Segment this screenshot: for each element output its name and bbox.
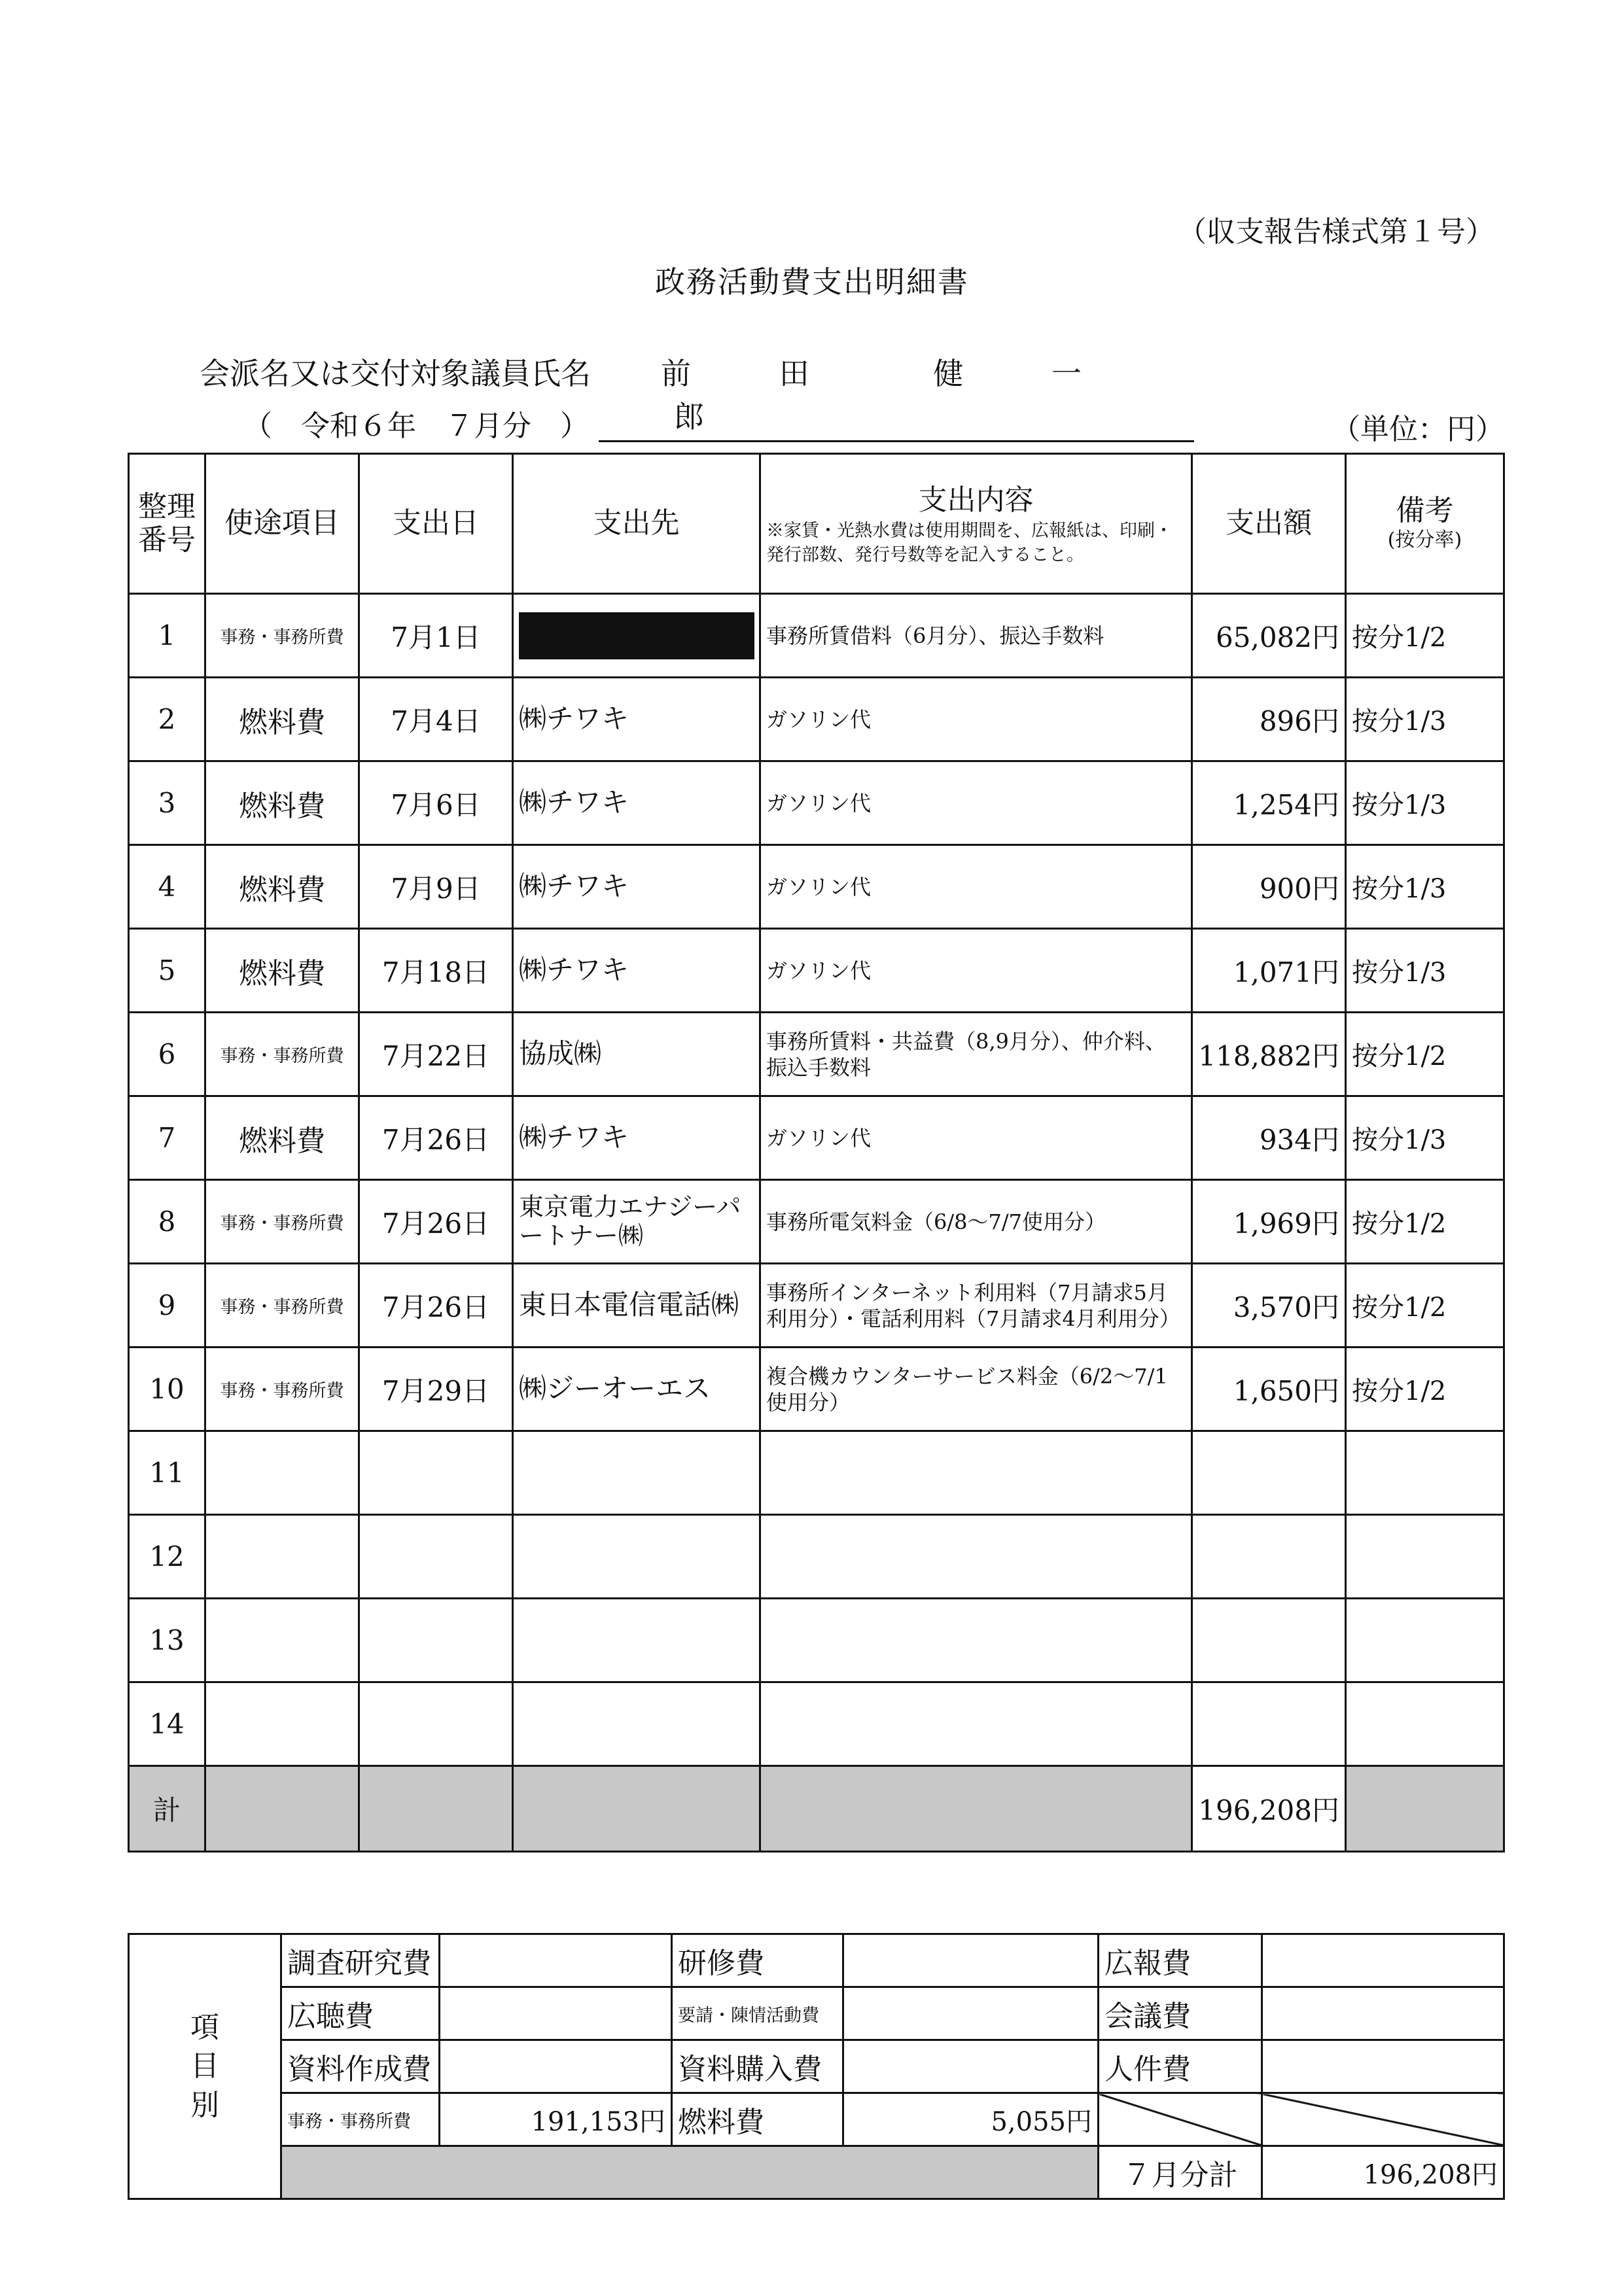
row-number: 13 <box>129 1599 205 1682</box>
row-date: 7月29日 <box>359 1348 513 1431</box>
row-content <box>760 1682 1192 1766</box>
row-content: ガソリン代 <box>760 678 1192 761</box>
row-payee <box>513 1431 760 1515</box>
summary-pr-label: 広報費 <box>1099 1934 1262 1987</box>
total-blank <box>513 1766 760 1852</box>
row-remarks: 按分1/3 <box>1346 761 1504 845</box>
total-blank <box>205 1766 359 1852</box>
unit-label: （単位：円） <box>1332 413 1504 446</box>
row-number: 7 <box>129 1096 205 1180</box>
row-number: 11 <box>129 1431 205 1515</box>
row-remarks <box>1346 1682 1504 1766</box>
table-row <box>129 1264 1504 1348</box>
form-number: （収支報告様式第１号） <box>1178 215 1494 249</box>
table-row <box>129 1013 1504 1096</box>
row-payee: ㈱チワキ <box>513 761 760 845</box>
member-name <box>599 350 1194 442</box>
table-row <box>129 1431 1504 1515</box>
summary-office-value: 191,153円 <box>440 2093 672 2146</box>
total-row <box>129 1766 1504 1852</box>
table-row <box>129 761 1504 845</box>
summary-research-value <box>440 1934 672 1987</box>
row-date <box>359 1431 513 1515</box>
row-number: 12 <box>129 1515 205 1599</box>
row-payee: 東京電力エナジーパートナー㈱ <box>513 1180 760 1264</box>
row-amount: 900円 <box>1192 845 1346 929</box>
summary-meeting-value <box>1262 1987 1504 2040</box>
header-purpose: 使途項目 <box>205 454 359 594</box>
total-blank <box>1346 1766 1504 1852</box>
row-number: 9 <box>129 1264 205 1348</box>
member-name-char: 郎 <box>674 399 704 434</box>
expense-table <box>128 453 1505 1852</box>
row-purpose: 燃料費 <box>205 678 359 761</box>
member-name-char: 前 <box>661 356 691 391</box>
summary-petition-label: 要請・陳情活動費 <box>672 1987 843 2040</box>
row-purpose: 燃料費 <box>205 845 359 929</box>
row-date <box>359 1682 513 1766</box>
row-content: 事務所賃料・共益費（8,9月分）、仲介料、振込手数料 <box>760 1013 1192 1096</box>
header-date: 支出日 <box>359 454 513 594</box>
row-date: 7月26日 <box>359 1096 513 1180</box>
row-amount <box>1192 1599 1346 1682</box>
row-amount: 118,882円 <box>1192 1013 1346 1096</box>
summary-label <box>129 1934 281 2199</box>
summary-materials-making-value <box>440 2040 672 2093</box>
row-number: 3 <box>129 761 205 845</box>
header-remarks-label: 備考 <box>1396 494 1454 528</box>
summary-label-char: 目 <box>190 2049 219 2083</box>
row-content: ガソリン代 <box>760 845 1192 929</box>
summary-row <box>129 1934 1504 1987</box>
summary-petition-value <box>843 1987 1099 2040</box>
table-row <box>129 594 1504 678</box>
row-remarks: 按分1/2 <box>1346 1180 1504 1264</box>
row-remarks: 按分1/2 <box>1346 594 1504 678</box>
row-amount: 1,254円 <box>1192 761 1346 845</box>
row-purpose: 燃料費 <box>205 1096 359 1180</box>
redaction-block <box>519 612 754 659</box>
row-amount <box>1192 1682 1346 1766</box>
summary-materials-making-label: 資料作成費 <box>281 2040 440 2093</box>
row-content <box>760 1431 1192 1515</box>
table-row <box>129 929 1504 1013</box>
summary-training-value <box>843 1934 1099 1987</box>
row-date: 7月6日 <box>359 761 513 845</box>
member-name-char: 田 <box>779 356 809 391</box>
header-number-line1: 整理 <box>138 489 196 523</box>
total-amount: 196,208円 <box>1192 1766 1346 1852</box>
row-content <box>760 1599 1192 1682</box>
row-purpose: 事務・事務所費 <box>205 594 359 678</box>
row-content: 複合機カウンターサービス料金（6/2～7/1使用分） <box>760 1348 1192 1431</box>
row-content: 事務所賃借料（6月分）、振込手数料 <box>760 594 1192 678</box>
row-amount: 1,650円 <box>1192 1348 1346 1431</box>
summary-hearing-value <box>440 1987 672 2040</box>
header-number-line2: 番号 <box>138 523 196 557</box>
row-purpose: 事務・事務所費 <box>205 1348 359 1431</box>
table-row <box>129 845 1504 929</box>
summary-pr-value <box>1262 1934 1504 1987</box>
member-label: 会派名又は交付対象議員氏名 <box>200 356 591 391</box>
row-number: 5 <box>129 929 205 1013</box>
row-content: ガソリン代 <box>760 929 1192 1013</box>
table-row <box>129 1599 1504 1682</box>
header-content-label: 支出内容 <box>918 483 1034 517</box>
summary-personnel-value <box>1262 2040 1504 2093</box>
row-remarks <box>1346 1599 1504 1682</box>
summary-month-total-value: 196,208円 <box>1262 2146 1504 2199</box>
row-amount: 3,570円 <box>1192 1264 1346 1348</box>
summary-shaded-area <box>281 2146 1099 2199</box>
total-label: 計 <box>129 1766 205 1852</box>
row-payee <box>513 1599 760 1682</box>
row-number: 6 <box>129 1013 205 1096</box>
member-name-char: 一 <box>1051 356 1082 391</box>
summary-empty-slash <box>1099 2093 1262 2146</box>
row-content: ガソリン代 <box>760 761 1192 845</box>
row-remarks: 按分1/2 <box>1346 1264 1504 1348</box>
row-number: 4 <box>129 845 205 929</box>
reporting-period: （ 令和６年 ７月分 ） <box>243 409 589 443</box>
row-purpose <box>205 1599 359 1682</box>
row-remarks <box>1346 1431 1504 1515</box>
row-purpose: 事務・事務所費 <box>205 1013 359 1096</box>
row-number: 14 <box>129 1682 205 1766</box>
summary-hearing-label: 広聴費 <box>281 1987 440 2040</box>
row-payee: 東日本電信電話㈱ <box>513 1264 760 1348</box>
row-remarks: 按分1/2 <box>1346 1348 1504 1431</box>
summary-label-char: 別 <box>190 2088 219 2122</box>
row-number: 2 <box>129 678 205 761</box>
row-purpose: 燃料費 <box>205 761 359 845</box>
header-amount: 支出額 <box>1192 454 1346 594</box>
row-number: 1 <box>129 594 205 678</box>
row-date: 7月26日 <box>359 1264 513 1348</box>
member-name-char: 健 <box>933 356 964 391</box>
row-remarks: 按分1/3 <box>1346 929 1504 1013</box>
row-purpose: 事務・事務所費 <box>205 1180 359 1264</box>
summary-row <box>129 1987 1504 2040</box>
row-payee-redacted <box>513 594 760 678</box>
summary-research-label: 調査研究費 <box>281 1934 440 1987</box>
summary-label-char: 項 <box>190 2010 219 2044</box>
summary-materials-purchase-value <box>843 2040 1099 2093</box>
header-remarks-sub: (按分率) <box>1387 529 1462 552</box>
row-payee: ㈱チワキ <box>513 678 760 761</box>
table-row <box>129 1348 1504 1431</box>
summary-personnel-label: 人件費 <box>1099 2040 1262 2093</box>
row-purpose <box>205 1682 359 1766</box>
summary-office-label: 事務・事務所費 <box>281 2093 440 2146</box>
row-remarks: 按分1/3 <box>1346 678 1504 761</box>
row-amount <box>1192 1431 1346 1515</box>
row-date: 7月22日 <box>359 1013 513 1096</box>
table-header-row <box>129 454 1504 594</box>
row-amount: 1,071円 <box>1192 929 1346 1013</box>
row-purpose <box>205 1515 359 1599</box>
header-content-note: ※家賃・光熱水費は使用期間を、広報紙は、印刷・発行部数、発行号数等を記入すること。 <box>766 521 1173 565</box>
row-payee: 協成㈱ <box>513 1013 760 1096</box>
row-remarks: 按分1/3 <box>1346 845 1504 929</box>
summary-training-label: 研修費 <box>672 1934 843 1987</box>
table-row <box>129 1682 1504 1766</box>
row-remarks <box>1346 1515 1504 1599</box>
header-remarks <box>1346 454 1504 594</box>
page-title: 政務活動費支出明細書 <box>655 264 969 300</box>
row-amount: 1,969円 <box>1192 1180 1346 1264</box>
summary-meeting-label: 会議費 <box>1099 1987 1262 2040</box>
row-date <box>359 1599 513 1682</box>
row-payee: ㈱チワキ <box>513 929 760 1013</box>
row-amount <box>1192 1515 1346 1599</box>
row-payee: ㈱チワキ <box>513 1096 760 1180</box>
row-content: 事務所電気料金（6/8～7/7使用分） <box>760 1180 1192 1264</box>
total-blank <box>760 1766 1192 1852</box>
summary-month-total-label: ７月分計 <box>1099 2146 1262 2199</box>
summary-materials-purchase-label: 資料購入費 <box>672 2040 843 2093</box>
row-payee: ㈱ジーオーエス <box>513 1348 760 1431</box>
row-amount: 65,082円 <box>1192 594 1346 678</box>
table-row <box>129 1096 1504 1180</box>
row-purpose <box>205 1431 359 1515</box>
table-row <box>129 678 1504 761</box>
table-row <box>129 1180 1504 1264</box>
summary-row <box>129 2093 1504 2146</box>
row-date: 7月1日 <box>359 594 513 678</box>
row-date <box>359 1515 513 1599</box>
row-date: 7月18日 <box>359 929 513 1013</box>
row-payee <box>513 1682 760 1766</box>
header-content <box>760 454 1192 594</box>
row-date: 7月9日 <box>359 845 513 929</box>
total-blank <box>359 1766 513 1852</box>
row-remarks: 按分1/3 <box>1346 1096 1504 1180</box>
row-payee: ㈱チワキ <box>513 845 760 929</box>
row-content <box>760 1515 1192 1599</box>
header-number <box>129 454 205 594</box>
table-row <box>129 1515 1504 1599</box>
summary-empty-slash <box>1262 2093 1504 2146</box>
header-payee: 支出先 <box>513 454 760 594</box>
row-amount: 934円 <box>1192 1096 1346 1180</box>
row-content: ガソリン代 <box>760 1096 1192 1180</box>
row-purpose: 事務・事務所費 <box>205 1264 359 1348</box>
row-remarks: 按分1/2 <box>1346 1013 1504 1096</box>
row-date: 7月4日 <box>359 678 513 761</box>
summary-fuel-value: 5,055円 <box>843 2093 1099 2146</box>
category-summary-table <box>128 1933 1505 2200</box>
row-date: 7月26日 <box>359 1180 513 1264</box>
row-number: 8 <box>129 1180 205 1264</box>
row-content: 事務所インターネット利用料（7月請求5月利用分）・電話利用料（7月請求4月利用分） <box>760 1264 1192 1348</box>
summary-fuel-label: 燃料費 <box>672 2093 843 2146</box>
summary-row <box>129 2040 1504 2093</box>
summary-row <box>129 2146 1504 2199</box>
row-number: 10 <box>129 1348 205 1431</box>
row-amount: 896円 <box>1192 678 1346 761</box>
row-payee <box>513 1515 760 1599</box>
row-purpose: 燃料費 <box>205 929 359 1013</box>
